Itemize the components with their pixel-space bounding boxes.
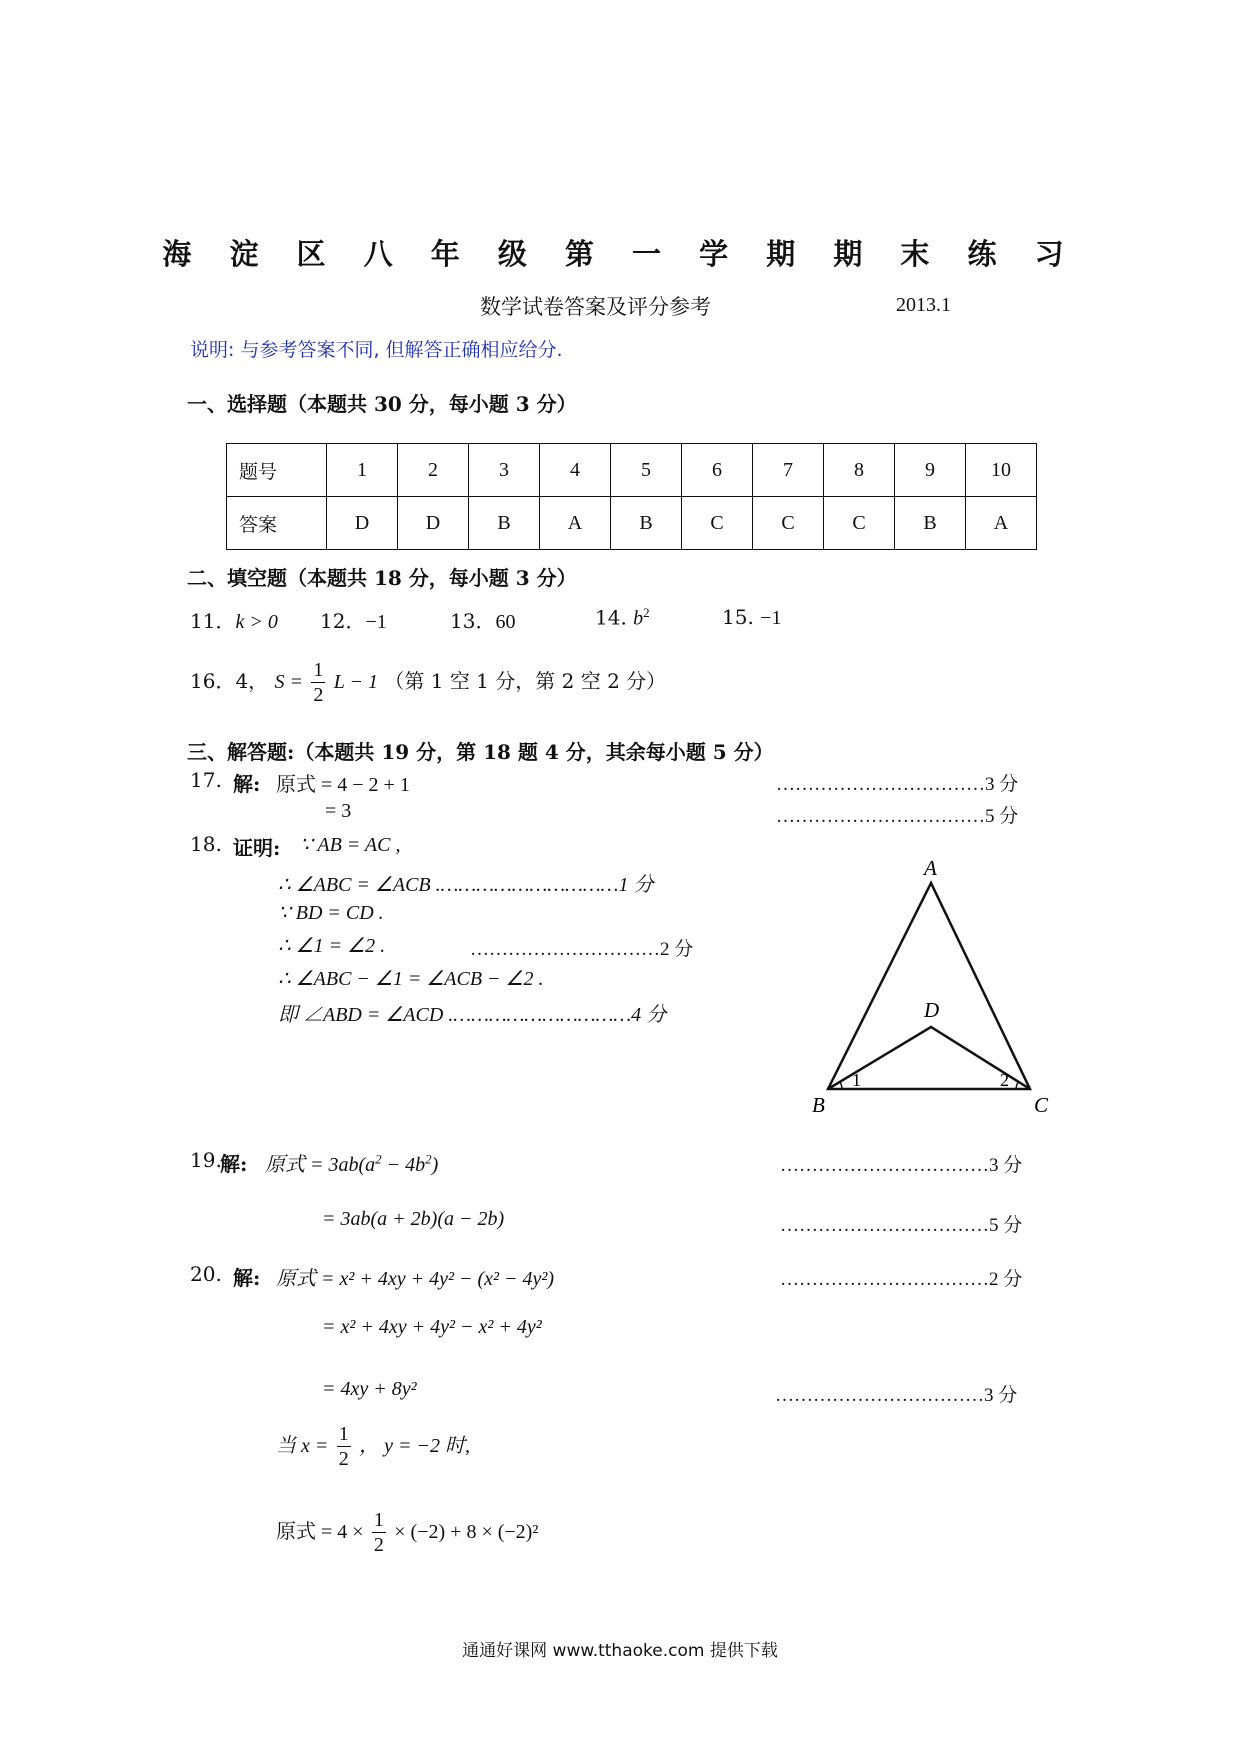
- q16-formula-lhs: S =: [274, 671, 304, 693]
- problem-19-label: 解:: [220, 1152, 248, 1176]
- problem-20-number: 20.: [190, 1262, 222, 1286]
- problem-18-step-5: 即 ∠ABD = ∠ACD .…………………………4 分: [278, 1004, 667, 1026]
- page-title: 海 淀 区 八 年 级 第 一 学 期 期 末 练 习: [162, 237, 1078, 271]
- answer-cell: B: [895, 497, 966, 550]
- problem-17-label: 解:: [233, 772, 261, 796]
- fraction: [372, 1508, 386, 1557]
- fraction-numerator: 1: [313, 659, 324, 681]
- problem-20-score-3: ……………………………3 分: [775, 1385, 1018, 1406]
- page-subtitle: 数学试卷答案及评分参考: [480, 295, 711, 319]
- section-1-heading: 一、选择题（本题共 30 分，每小题 3 分）: [187, 392, 577, 416]
- fraction-numerator: 1: [338, 1423, 349, 1445]
- q12-number: 12．: [320, 609, 366, 633]
- problem-17-number: 17.: [190, 768, 222, 792]
- problem-20-line-3: = 4xy + 8y²: [322, 1378, 417, 1400]
- p20-when-y: ， y = −2 时,: [359, 1435, 470, 1457]
- problem-20-score-1: ……………………………2 分: [780, 1269, 1023, 1290]
- p19-expr-b: − 4b: [381, 1154, 426, 1176]
- answer-14: 14. $b^2$: [595, 605, 650, 630]
- answer-cell: D: [327, 497, 398, 550]
- triangle-figure: [800, 855, 1070, 1125]
- p20-when-x: 当 x =: [276, 1435, 329, 1457]
- q16-scoring-note: （第 1 空 1 分，第 2 空 2 分）: [384, 669, 667, 693]
- question-cell: 7: [753, 444, 824, 497]
- q16-formula-rhs: L − 1: [333, 671, 379, 693]
- section-3-heading: 三、解答题:（本题共 19 分，第 18 题 4 分，其余每小题 5 分）: [187, 740, 774, 764]
- answer-cell: D: [398, 497, 469, 550]
- p19-expr-a: 原式 = 3ab(a: [265, 1154, 376, 1176]
- problem-20-line-5: [276, 1508, 538, 1557]
- p19-expr-c: ): [431, 1154, 439, 1176]
- answer-cell: B: [611, 497, 682, 550]
- problem-18-step-3: ∴ ∠1 = ∠2 .: [278, 935, 386, 957]
- question-cell: 4: [540, 444, 611, 497]
- problem-19-line-2: = 3ab(a + 2b)(a − 2b): [322, 1208, 505, 1230]
- q16-number: 16．4，: [190, 669, 269, 693]
- question-number-row: [227, 444, 1037, 497]
- footer-watermark: 通通好课网 www.tthaoke.com 提供下载: [462, 1641, 778, 1661]
- fraction: [311, 658, 325, 707]
- problem-19-line-1: 原式 = $3ab(a^2 - 4b^2)$: [265, 1151, 439, 1176]
- answer-cell: C: [682, 497, 753, 550]
- problem-18-label: 证明:: [233, 836, 281, 860]
- problem-20-substitution: [276, 1422, 470, 1471]
- q15-number: 15.: [722, 605, 754, 629]
- angle-label-2: 2: [1000, 1070, 1009, 1090]
- problem-19-number: 19.: [190, 1148, 222, 1172]
- answer-cell: A: [966, 497, 1037, 550]
- problem-20-label: 解:: [233, 1266, 261, 1290]
- question-cell: 3: [469, 444, 540, 497]
- fraction-denominator: 2: [338, 1448, 349, 1470]
- vertex-label-d: D: [924, 998, 940, 1022]
- problem-17-score-1: ……………………………3 分: [776, 774, 1019, 795]
- triangle-abc: [828, 883, 1030, 1089]
- problem-17-line-2: = 3: [325, 800, 352, 822]
- question-cell: 6: [682, 444, 753, 497]
- answer-cell: C: [824, 497, 895, 550]
- problem-19-score-2: ……………………………5 分: [780, 1215, 1023, 1236]
- exam-date: 2013.1: [896, 294, 951, 316]
- fraction: [337, 1422, 351, 1471]
- answer-table: [226, 443, 1037, 550]
- section-2-heading: 二、填空题（本题共 18 分，每小题 3 分）: [187, 566, 577, 590]
- question-cell: 1: [327, 444, 398, 497]
- problem-18-step-4: ∴ ∠ABC − ∠1 = ∠ACB − ∠2 .: [278, 968, 544, 990]
- problem-20-line-1: 原式 = x² + 4xy + 4y² − (x² − 4y²): [276, 1268, 555, 1290]
- q15-answer: −1: [760, 607, 782, 629]
- problem-20-line-2: = x² + 4xy + 4y² − x² + 4y²: [322, 1316, 542, 1338]
- p20-eval-a: 原式 = 4 ×: [276, 1521, 364, 1543]
- fraction-denominator: 2: [373, 1534, 384, 1556]
- grading-note: 说明: 与参考答案不同, 但解答正确相应给分.: [190, 339, 563, 361]
- problem-18-step-1: ∴ ∠ABC = ∠ACB .…………………………1 分: [278, 874, 654, 896]
- q13-number: 13．: [450, 609, 496, 633]
- vertex-label-c: C: [1034, 1093, 1049, 1117]
- answer-cell: B: [469, 497, 540, 550]
- answer-13: [450, 605, 515, 634]
- answer-row: [227, 497, 1037, 550]
- question-cell: 8: [824, 444, 895, 497]
- answer-16: [190, 658, 666, 707]
- row-label-question: 题号: [227, 444, 327, 497]
- q12-answer: −1: [365, 611, 387, 633]
- answer-11: [190, 605, 278, 634]
- problem-18-number: 18.: [190, 832, 222, 856]
- vertex-label-b: B: [812, 1093, 825, 1117]
- answer-12: [320, 605, 387, 634]
- q13-answer: 60: [495, 611, 516, 633]
- problem-18-step-2: ∵ BD = CD .: [278, 902, 384, 924]
- row-label-answer: 答案: [227, 497, 327, 550]
- answer-15: [722, 605, 781, 630]
- fraction-denominator: 2: [313, 684, 324, 706]
- question-cell: 2: [398, 444, 469, 497]
- vertex-label-a: A: [924, 856, 937, 880]
- p20-eval-b: × (−2) + 8 × (−2)²: [394, 1521, 539, 1543]
- problem-18-given: ∵ AB = AC ,: [300, 834, 401, 856]
- q11-number: 11．: [190, 609, 236, 633]
- problem-17-score-2: ……………………………5 分: [776, 806, 1019, 827]
- question-cell: 9: [895, 444, 966, 497]
- problem-19-score-1: ……………………………3 分: [780, 1155, 1023, 1176]
- q11-answer: k > 0: [235, 611, 278, 633]
- answer-cell: A: [540, 497, 611, 550]
- problem-17-line-1: 原式 = 4 − 2 + 1: [276, 774, 410, 796]
- question-cell: 10: [966, 444, 1037, 497]
- q14-answer: b: [633, 607, 644, 630]
- problem-18-score-2: …………………………2 分: [470, 939, 694, 960]
- q14-number: 14.: [595, 605, 627, 630]
- fraction-numerator: 1: [373, 1509, 384, 1531]
- answer-cell: C: [753, 497, 824, 550]
- question-cell: 5: [611, 444, 682, 497]
- angle-label-1: 1: [852, 1070, 861, 1090]
